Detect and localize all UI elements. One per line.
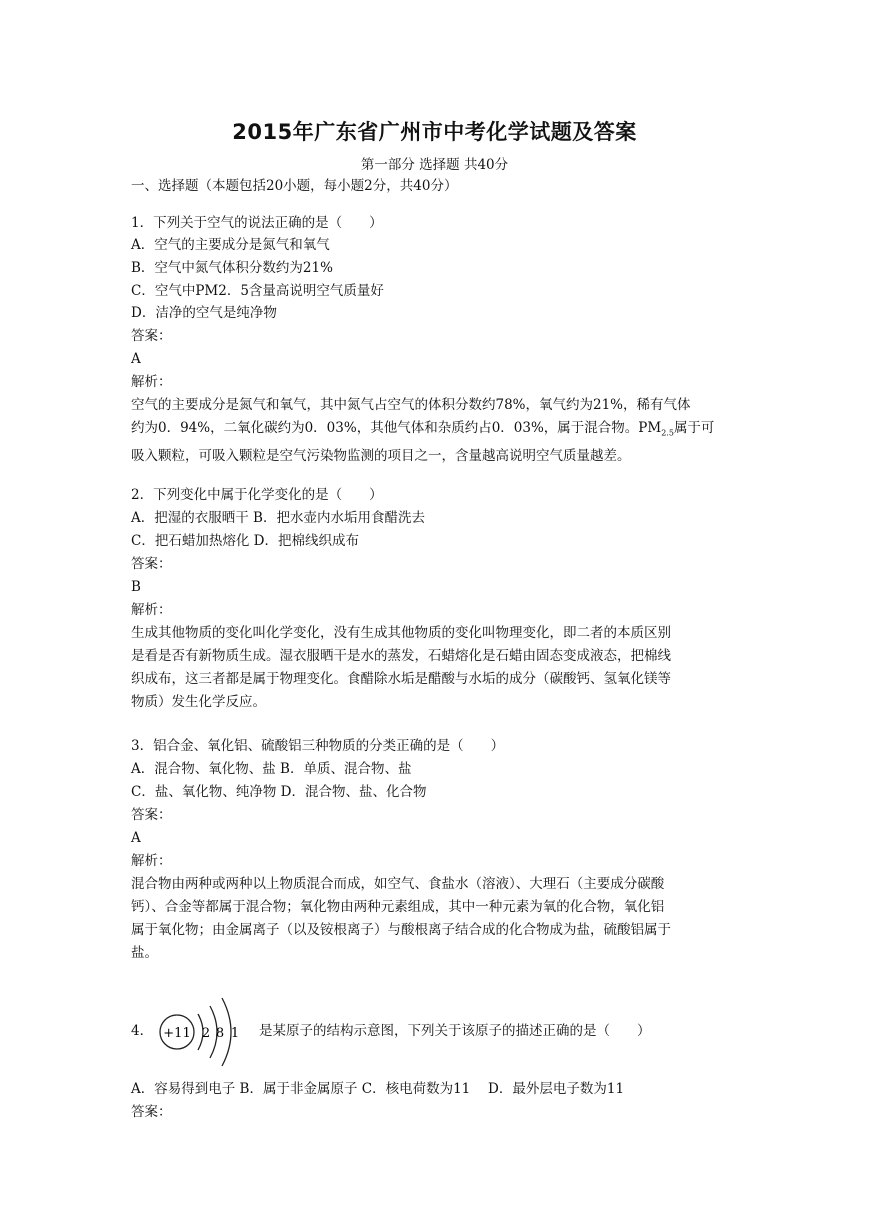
q2-analysis [131, 622, 739, 714]
q3-analysis [131, 873, 739, 965]
q2-stem: 2．下列变化中属于化学变化的是（ ） [131, 487, 383, 503]
q1-analysis-line: 约为0．94%，二氧化碳约为0．03%，其他气体和杂质约占0．03%，属于混合物。$PM_{2.5}$属于可 [131, 420, 715, 438]
q1-analysis [131, 394, 739, 468]
q1-analysis-line: 吸入颗粒，可吸入颗粒是空气污染物监测的项目之一，含量越高说明空气质量越差。 [131, 447, 631, 464]
q1-option-b: B．空气中氮气体积分数约为21% [131, 260, 333, 276]
document-title: 2015年广东省广州市中考化学试题及答案 [232, 120, 637, 144]
q1-answer-label: 答案： [131, 328, 172, 344]
q3-analysis-line: 钙）、合金等都属于混合物；氧化物由两种元素组成，其中一种元素为氧的化合物，氧化铝 [131, 899, 665, 915]
q3-options-ab: A．混合物、氧化物、盐 B．单质、混合物、盐 [131, 761, 412, 777]
section-heading: 一、选择题（本题包括20小题，每小题2分，共40分） [131, 178, 458, 194]
q3-options-cd: C．盐、氧化物、纯净物 D．混合物、盐、化合物 [131, 784, 427, 800]
q1-option-c: C．空气中PM2．5含量高说明空气质量好 [131, 283, 384, 299]
atom-structure-diagram [152, 992, 252, 1072]
atom-structure-svg [152, 992, 252, 1072]
q2-analysis-label: 解析： [131, 602, 172, 618]
q2-answer: B [131, 579, 141, 595]
q3-analysis-line: 属于氧化物；由金属离子（以及铵根离子）与酸根离子结合成的化合物成为盐，硫酸铝属于 [131, 922, 671, 938]
q3-analysis-line: 混合物由两种或两种以上物质混合而成，如空气、食盐水（溶液）、大理石（主要成分碳酸 [131, 876, 665, 892]
nucleus-charge: +11 [163, 1026, 191, 1041]
q2-options-ab: A．把湿的衣服晒干 B．把水壶内水垢用食醋洗去 [131, 510, 425, 526]
shell-2-electrons: 8 [215, 1026, 225, 1041]
q2-analysis-line: 生成其他物质的变化叫化学变化，没有生成其他物质的变化叫物理变化，即二者的本质区别 [131, 625, 671, 641]
part-subtitle: 第一部分 选择题 共40分 [360, 157, 509, 173]
q1-analysis-label: 解析： [131, 374, 172, 390]
q3-stem: 3．铝合金、氧化铝、硫酸铝三种物质的分类正确的是（ ） [131, 738, 505, 754]
q1-option-a: A．空气的主要成分是氮气和氧气 [131, 237, 330, 253]
q2-options-cd: C．把石蜡加热熔化 D．把棉线织成布 [131, 533, 359, 549]
q2-answer-label: 答案： [131, 556, 172, 572]
q4-options: A．容易得到电子 B．属于非金属原子 C．核电荷数为11 D．最外层电子数为11 [131, 1081, 625, 1097]
shell-3-electrons: 1 [230, 1026, 240, 1041]
q1-option-d: D．洁净的空气是纯净物 [131, 305, 277, 321]
q1-analysis-line: 空气的主要成分是氮气和氧气，其中氮气占空气的体积分数约78%，氧气约为21%，稀有气体 [131, 397, 691, 413]
q2-analysis-line: 织成布，这三者都是属于物理变化。食醋除水垢是醋酸与水垢的成分（碳酸钙、氢氧化镁等 [131, 671, 671, 687]
shell-1-electrons: 2 [201, 1026, 211, 1041]
q4-number: 4． [131, 1023, 154, 1039]
q3-analysis-label: 解析： [131, 853, 172, 869]
q4-answer-label: 答案： [131, 1104, 172, 1120]
q1-stem: 1．下列关于空气的说法正确的是（ ） [131, 215, 383, 231]
q1-answer: A [131, 351, 141, 367]
q3-answer: A [131, 830, 141, 846]
q4-stem: 是某原子的结构示意图，下列关于该原子的描述正确的是（ ） [259, 1023, 651, 1039]
q2-analysis-line: 物质）发生化学反应。 [131, 694, 266, 710]
q3-analysis-line: 盐。 [131, 945, 158, 961]
q3-answer-label: 答案： [131, 807, 172, 823]
q2-analysis-line: 是看是否有新物质生成。湿衣服晒干是水的蒸发，石蜡熔化是石蜡由固态变成液态，把棉线 [131, 648, 671, 664]
